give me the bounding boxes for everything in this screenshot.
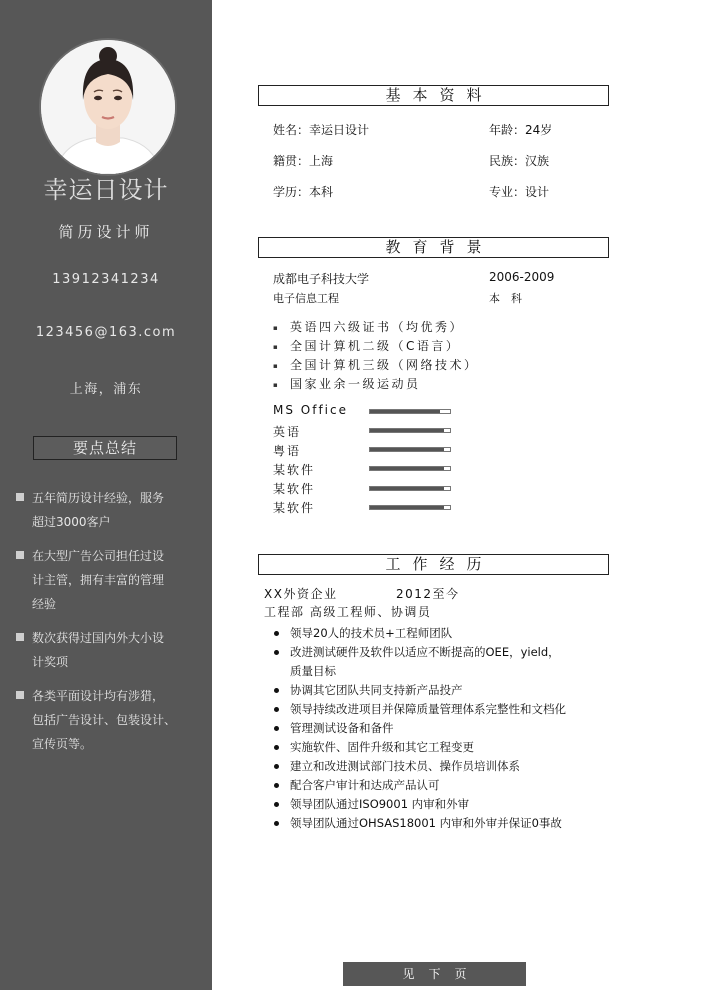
- education-title: 教育背景: [258, 237, 609, 258]
- field-ethnicity: 民族：汉族: [489, 154, 550, 168]
- sidebar: [0, 0, 212, 990]
- person-portrait-icon: [41, 40, 175, 174]
- next-page-label: 见下页: [343, 962, 526, 986]
- skill-bar: [369, 447, 451, 452]
- summary-list: [14, 486, 202, 766]
- education-degree: 本 科: [489, 292, 522, 305]
- duty-item: 管理测试设备和备件: [272, 719, 612, 738]
- certificate-item: ▪ 全国计算机三级（网络技术）: [273, 358, 479, 372]
- skill-label: 某软件: [273, 482, 316, 496]
- bullet-icon: [274, 764, 279, 769]
- bullet-icon: ▪: [273, 361, 278, 370]
- basic-info-title: 基本资料: [258, 85, 609, 106]
- bullet-icon: ▪: [273, 342, 278, 351]
- bullet-icon: [274, 688, 279, 693]
- summary-title: 要点总结: [33, 436, 177, 460]
- skill-bar-fill: [370, 487, 444, 490]
- duty-item: 领导团队通过ISO9001 内审和外审: [272, 795, 612, 814]
- work-duties-list: [272, 624, 612, 833]
- duty-item: 领导团队通过OHSAS18001 内审和外审并保证0事故: [272, 814, 612, 833]
- skill-bar: [369, 409, 451, 414]
- bullet-icon: [274, 650, 279, 655]
- education-period: 2006-2009: [489, 270, 555, 284]
- duty-item: 配合客户审计和达成产品认可: [272, 776, 612, 795]
- bullet-icon: ▪: [273, 380, 278, 389]
- skill-bar: [369, 505, 451, 510]
- summary-item: 数次获得过国内外大小设 计奖项: [14, 626, 202, 674]
- duty-item: 协调其它团队共同支持新产品投产: [272, 681, 612, 700]
- work-title: 工作经历: [258, 554, 609, 575]
- skill-bar: [369, 428, 451, 433]
- skill-bar-fill: [370, 448, 444, 451]
- certificate-item: ▪ 国家业余一级运动员: [273, 377, 421, 391]
- bullet-icon: [274, 631, 279, 636]
- field-name: 姓名：幸运日设计: [273, 123, 370, 137]
- square-bullet-icon: [16, 633, 24, 641]
- certificate-item: ▪ 全国计算机二级（C语言）: [273, 339, 461, 353]
- bullet-icon: [274, 821, 279, 826]
- bullet-icon: [274, 745, 279, 750]
- duty-item: 领导20人的技术员+工程师团队: [272, 624, 612, 643]
- bullet-icon: [274, 802, 279, 807]
- work-position: 工程部 高级工程师、协调员: [264, 605, 432, 619]
- bullet-icon: [274, 726, 279, 731]
- duty-item: 实施软件、固件升级和其它工程变更: [272, 738, 612, 757]
- skill-label: MS Office: [273, 403, 348, 417]
- profile-role: 简历设计师: [58, 223, 154, 241]
- skill-label: 英语: [273, 425, 302, 439]
- duty-item: 改进测试硬件及软件以适应不断提高的OEE，yield， 质量目标: [272, 643, 612, 681]
- education-school: 成都电子科技大学: [273, 272, 370, 286]
- field-hometown: 籍贯：上海: [273, 154, 334, 168]
- education-major: 电子信息工程: [273, 292, 339, 305]
- duty-item: 建立和改进测试部门技术员、操作员培训体系: [272, 757, 612, 776]
- square-bullet-icon: [16, 493, 24, 501]
- skill-bar-fill: [370, 410, 440, 413]
- work-company: XX外资企业: [264, 587, 338, 601]
- duty-item: 领导持续改进项目并保障质量管理体系完整性和文档化: [272, 700, 612, 719]
- summary-item: 五年简历设计经验，服务 超过3000客户: [14, 486, 202, 534]
- profile-photo: [41, 40, 175, 174]
- skill-bar-fill: [370, 506, 444, 509]
- profile-phone: 13912341234: [52, 272, 160, 287]
- skill-label: 粤语: [273, 444, 302, 458]
- field-education: 学历：本科: [273, 185, 334, 199]
- summary-item: 在大型广告公司担任过设 计主管，拥有丰富的管理 经验: [14, 544, 202, 616]
- work-period: 2012至今: [396, 587, 460, 601]
- skill-bar: [369, 486, 451, 491]
- square-bullet-icon: [16, 551, 24, 559]
- profile-name: 幸运日设计: [43, 176, 169, 204]
- skill-label: 某软件: [273, 501, 316, 515]
- certificate-item: ▪ 英语四六级证书（均优秀）: [273, 320, 465, 334]
- skill-bar-fill: [370, 429, 444, 432]
- skill-label: 某软件: [273, 463, 316, 477]
- bullet-icon: ▪: [273, 323, 278, 332]
- square-bullet-icon: [16, 691, 24, 699]
- skill-bar-fill: [370, 467, 444, 470]
- field-major: 专业：设计: [489, 185, 550, 199]
- summary-item: 各类平面设计均有涉猎， 包括广告设计、包装设计、 宣传页等。: [14, 684, 202, 756]
- profile-location: 上海，浦东: [69, 382, 143, 397]
- skill-bar: [369, 466, 451, 471]
- field-age: 年龄：24岁: [489, 123, 553, 137]
- bullet-icon: [274, 707, 279, 712]
- bullet-icon: [274, 783, 279, 788]
- profile-email: 123456@163.com: [35, 325, 177, 340]
